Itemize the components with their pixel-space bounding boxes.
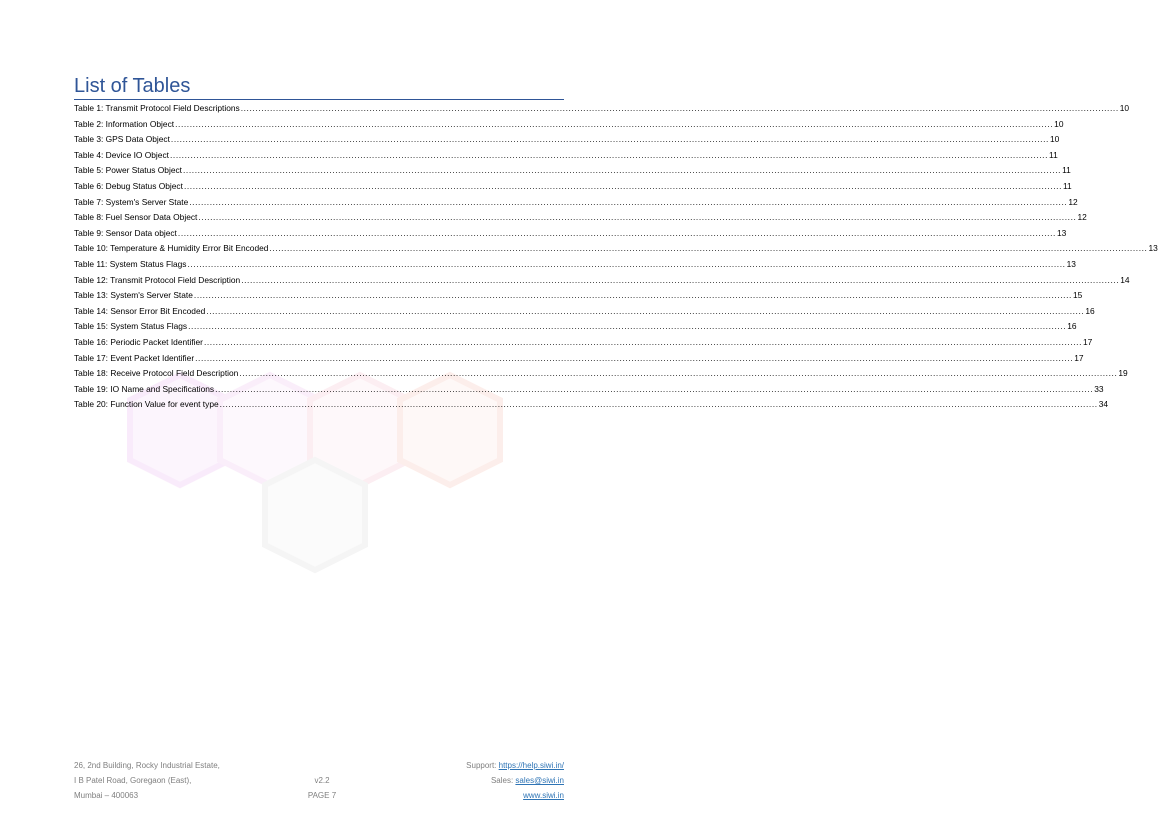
toc-entry-page: 13 (1056, 227, 1067, 238)
address-line: Mumbai – 400063 (74, 791, 139, 800)
toc-entry-label: Table 8: Fuel Sensor Data Object (74, 212, 198, 223)
dot-leader: ............................................................................................................................................................................................................................................................................................................ (240, 103, 1119, 113)
toc-entry-page: 16 (1067, 321, 1077, 332)
toc-entry[interactable] (74, 382, 1104, 398)
dot-leader: ............................................................................................................................................................................................................................................................................................................ (215, 383, 1094, 394)
toc-entry[interactable] (74, 195, 1078, 211)
sales-line (466, 773, 564, 788)
support-line (466, 758, 564, 773)
toc-entry[interactable] (74, 101, 1130, 117)
toc-entry-label: Table 6: Debug Status Object (74, 180, 183, 191)
toc-entry-page: 12 (1077, 212, 1087, 223)
toc-entry-label: Table 2: Information Object (74, 118, 175, 129)
page-footer (74, 758, 564, 802)
dot-leader: ............................................................................................................................................................................................................................................................................................................ (183, 165, 1062, 176)
dot-leader: ............................................................................................................................................................................................................................................................................................................ (269, 243, 1148, 254)
toc-entry-label: Table 7: System's Server State (74, 196, 189, 207)
dot-leader: ............................................................................................................................................................................................................................................................................................................ (183, 180, 1063, 191)
toc-entry[interactable] (74, 179, 1072, 195)
website-link[interactable]: www.siwi.in (523, 791, 564, 800)
toc-entry-label: Table 3: GPS Data Object (74, 134, 170, 145)
toc-entry-label: Table 9: Sensor Data object (74, 227, 177, 238)
toc-entry[interactable] (74, 366, 1128, 382)
toc-entry-label: Table 11: System Status Flags (74, 258, 187, 269)
toc-entry[interactable] (74, 241, 1158, 257)
dot-leader: ............................................................................................................................................................................................................................................................................................................ (177, 227, 1056, 238)
dot-leader: ............................................................................................................................................................................................................................................................................................................ (219, 399, 1098, 410)
toc-entry[interactable] (74, 210, 1087, 226)
dot-leader: ............................................................................................................................................................................................................................................................................................................ (169, 149, 1049, 160)
dot-leader: ............................................................................................................................................................................................................................................................................................................ (193, 290, 1072, 301)
dot-leader: ............................................................................................................................................................................................................................................................................................................ (189, 196, 1068, 207)
dot-leader: ............................................................................................................................................................................................................................................................................................................ (188, 321, 1067, 332)
toc-entry-page: 10 (1119, 103, 1130, 113)
toc-entry-page: 11 (1062, 165, 1071, 176)
list-of-tables (74, 101, 1158, 413)
dot-leader: ............................................................................................................................................................................................................................................................................................................ (187, 258, 1066, 269)
toc-entry-page: 34 (1098, 399, 1109, 410)
toc-entry-label: Table 15: System Status Flags (74, 321, 188, 332)
address-line: I B Patel Road, Goregaon (East), (74, 776, 192, 785)
toc-entry-page: 13 (1148, 243, 1158, 254)
dot-leader: ............................................................................................................................................................................................................................................................................................................ (203, 336, 1083, 347)
toc-entry-page: 12 (1068, 196, 1078, 207)
page-title: List of Tables (74, 74, 564, 100)
toc-entry-page: 14 (1120, 274, 1130, 285)
toc-entry[interactable] (74, 226, 1067, 242)
toc-entry[interactable] (74, 397, 1109, 413)
toc-entry-label: Table 13: System's Server State (74, 290, 193, 301)
toc-entry-page: 11 (1049, 149, 1058, 160)
toc-entry-label: Table 17: Event Packet Identifier (74, 352, 195, 363)
toc-entry-page: 10 (1054, 118, 1064, 129)
toc-entry-page: 13 (1066, 258, 1076, 269)
footer-contacts (466, 758, 564, 803)
sales-email-link[interactable]: sales@siwi.in (515, 776, 564, 785)
support-link[interactable]: https://help.siwi.in/ (498, 761, 564, 770)
toc-entry-label: Table 4: Device IO Object (74, 149, 169, 160)
website-line (466, 788, 564, 803)
toc-entry-label: Table 20: Function Value for event type (74, 399, 219, 410)
toc-entry-label: Table 12: Transmit Protocol Field Description (74, 274, 241, 285)
sales-label: Sales: (490, 776, 516, 785)
toc-entry-label: Table 14: Sensor Error Bit Encoded (74, 305, 206, 316)
address-line: 26, 2nd Building, Rocky Industrial Estate, (74, 761, 220, 770)
toc-entry[interactable] (74, 273, 1130, 289)
toc-entry[interactable] (74, 117, 1064, 133)
toc-entry[interactable] (74, 288, 1083, 304)
toc-entry-page: 19 (1118, 368, 1128, 379)
toc-entry-label: Table 1: Transmit Protocol Field Descriptions (74, 103, 240, 113)
footer-address (74, 758, 220, 803)
toc-entry[interactable] (74, 148, 1058, 164)
dot-leader: ............................................................................................................................................................................................................................................................................................................ (198, 212, 1077, 223)
toc-entry[interactable] (74, 351, 1084, 367)
toc-entry-page: 33 (1094, 383, 1104, 394)
toc-entry-label: Table 5: Power Status Object (74, 165, 182, 176)
version-label: v2.2 (314, 776, 330, 785)
toc-entry[interactable] (74, 163, 1071, 179)
dot-leader: ............................................................................................................................................................................................................................................................................................................ (206, 305, 1085, 316)
toc-entry[interactable] (74, 319, 1077, 335)
toc-entry-page: 17 (1083, 336, 1093, 347)
dot-leader: ............................................................................................................................................................................................................................................................................................................ (239, 368, 1118, 379)
page-number: PAGE 7 (307, 791, 337, 800)
toc-entry-label: Table 18: Receive Protocol Field Description (74, 368, 239, 379)
toc-entry-page: 16 (1085, 305, 1095, 316)
toc-entry[interactable] (74, 257, 1076, 273)
dot-leader: ............................................................................................................................................................................................................................................................................................................ (170, 134, 1049, 145)
toc-entry-page: 11 (1063, 180, 1072, 191)
dot-leader: ............................................................................................................................................................................................................................................................................................................ (175, 118, 1054, 129)
toc-entry-page: 10 (1049, 134, 1060, 145)
toc-entry-label: Table 16: Periodic Packet Identifier (74, 336, 203, 347)
toc-entry-page: 15 (1072, 290, 1083, 301)
dot-leader: ............................................................................................................................................................................................................................................................................................................ (195, 352, 1074, 363)
toc-entry[interactable] (74, 304, 1095, 320)
toc-entry[interactable] (74, 132, 1060, 148)
dot-leader: ............................................................................................................................................................................................................................................................................................................ (241, 274, 1120, 285)
toc-entry-label: Table 10: Temperature & Humidity Error Bit Encoded (74, 243, 269, 254)
footer-center (302, 773, 342, 803)
toc-entry[interactable] (74, 335, 1093, 351)
toc-entry-label: Table 19: IO Name and Specifications (74, 383, 215, 394)
support-label: Support: (466, 761, 499, 770)
toc-entry-page: 17 (1074, 352, 1084, 363)
